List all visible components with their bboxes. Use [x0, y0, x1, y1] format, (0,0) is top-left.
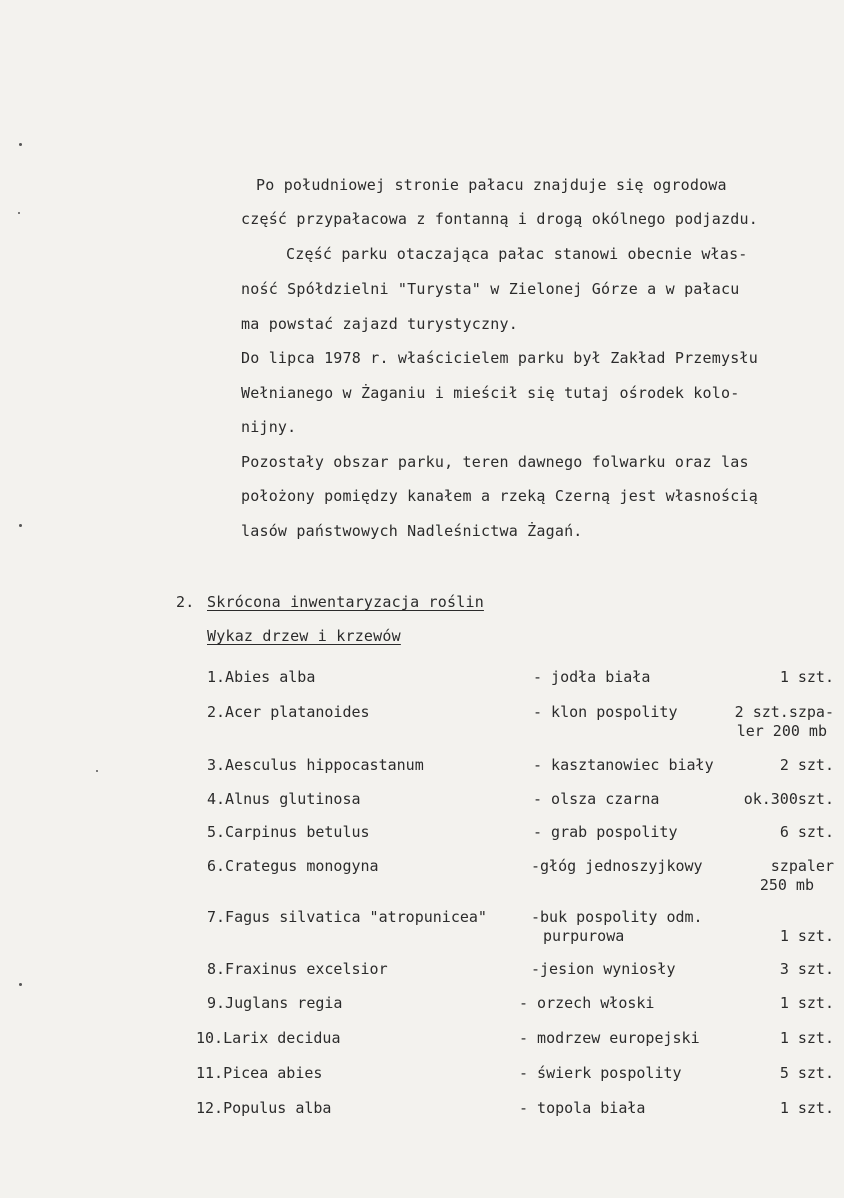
scan-speck — [19, 983, 22, 986]
plant-latin-name: 12.Populus alba — [196, 1099, 332, 1117]
paragraph-line: część przypałacowa z fontanną i drogą okólnego podjazdu. — [241, 210, 758, 228]
plant-quantity: 1 szt. — [779, 1099, 834, 1117]
plant-polish-name: - olsza czarna — [533, 790, 660, 808]
paragraph-line: nijny. — [241, 418, 297, 436]
plant-polish-name-cont: purpurowa — [543, 927, 625, 945]
paragraph-line: ma powstać zajazd turystyczny. — [241, 315, 518, 333]
plant-quantity: 1 szt. — [779, 668, 834, 686]
plant-latin-name: 11.Picea abies — [196, 1064, 323, 1082]
plant-polish-name: -jesion wyniosły — [531, 960, 676, 978]
plant-latin-name: 6.Crategus monogyna — [207, 857, 379, 875]
plant-latin-name: 8.Fraxinus excelsior — [207, 960, 388, 978]
plant-quantity: 5 szt. — [779, 1064, 834, 1082]
plant-polish-name: - grab pospolity — [533, 823, 678, 841]
plant-polish-name: - klon pospolity — [533, 703, 678, 721]
plant-polish-name: - świerk pospolity — [519, 1064, 682, 1082]
plant-latin-name: 4.Alnus glutinosa — [207, 790, 361, 808]
plant-latin-name: 10.Larix decidua — [196, 1029, 341, 1047]
section-subtitle: Wykaz drzew i krzewów — [207, 627, 401, 645]
plant-latin-name: 3.Aesculus hippocastanum — [207, 756, 424, 774]
plant-quantity: 2 szt.szpa- — [734, 703, 834, 721]
plant-polish-name: - orzech włoski — [519, 994, 655, 1012]
plant-quantity-cont: 1 szt. — [779, 927, 834, 945]
plant-latin-name: 9.Juglans regia — [207, 994, 343, 1012]
paragraph-line: Do lipca 1978 r. właścicielem parku był Zakład Przemysłu — [241, 349, 758, 367]
paragraph-line: Wełnianego w Żaganiu i mieścił się tutaj ośrodek kolo- — [241, 384, 740, 402]
paragraph-line: położony pomiędzy kanałem a rzeką Czerną jest własnością — [241, 487, 758, 505]
plant-latin-name: 7.Fagus silvatica "atropunicea" — [207, 908, 487, 926]
plant-quantity-cont: 250 mb — [759, 876, 814, 894]
paragraph-line: Część parku otaczająca pałac stanowi obecnie włas- — [286, 245, 748, 263]
plant-quantity: 2 szt. — [779, 756, 834, 774]
plant-polish-name: -buk pospolity odm. — [531, 908, 703, 926]
plant-quantity: 6 szt. — [779, 823, 834, 841]
plant-polish-name: - kasztanowiec biały — [533, 756, 714, 774]
paragraph-line: ność Spółdzielni "Turysta" w Zielonej Górze a w pałacu — [241, 280, 740, 298]
plant-polish-name: - jodła biała — [533, 668, 651, 686]
plant-polish-name: - modrzew europejski — [519, 1029, 700, 1047]
scan-speck — [19, 524, 22, 527]
plant-quantity: ok.300szt. — [743, 790, 834, 808]
plant-quantity: 3 szt. — [779, 960, 834, 978]
paragraph-line: lasów państwowych Nadleśnictwa Żagań. — [241, 522, 583, 540]
plant-latin-name: 5.Carpinus betulus — [207, 823, 370, 841]
plant-quantity: 1 szt. — [779, 994, 834, 1012]
plant-quantity: 1 szt. — [779, 1029, 834, 1047]
plant-quantity-cont: ler 200 mb — [736, 722, 827, 740]
plant-latin-name: 2.Acer platanoides — [207, 703, 370, 721]
plant-quantity: szpaler — [770, 857, 834, 875]
scan-speck — [18, 212, 20, 214]
plant-polish-name: - topola biała — [519, 1099, 646, 1117]
section-title: Skrócona inwentaryzacja roślin — [207, 593, 484, 611]
paragraph-line: Po południowej stronie pałacu znajduje się ogrodowa — [256, 176, 727, 194]
scan-speck — [96, 770, 98, 772]
paragraph-line: Pozostały obszar parku, teren dawnego folwarku oraz las — [241, 453, 749, 471]
plant-latin-name: 1.Abies alba — [207, 668, 316, 686]
scan-speck — [19, 143, 22, 146]
section-number: 2. — [176, 593, 195, 611]
plant-polish-name: -głóg jednoszyjkowy — [531, 857, 703, 875]
